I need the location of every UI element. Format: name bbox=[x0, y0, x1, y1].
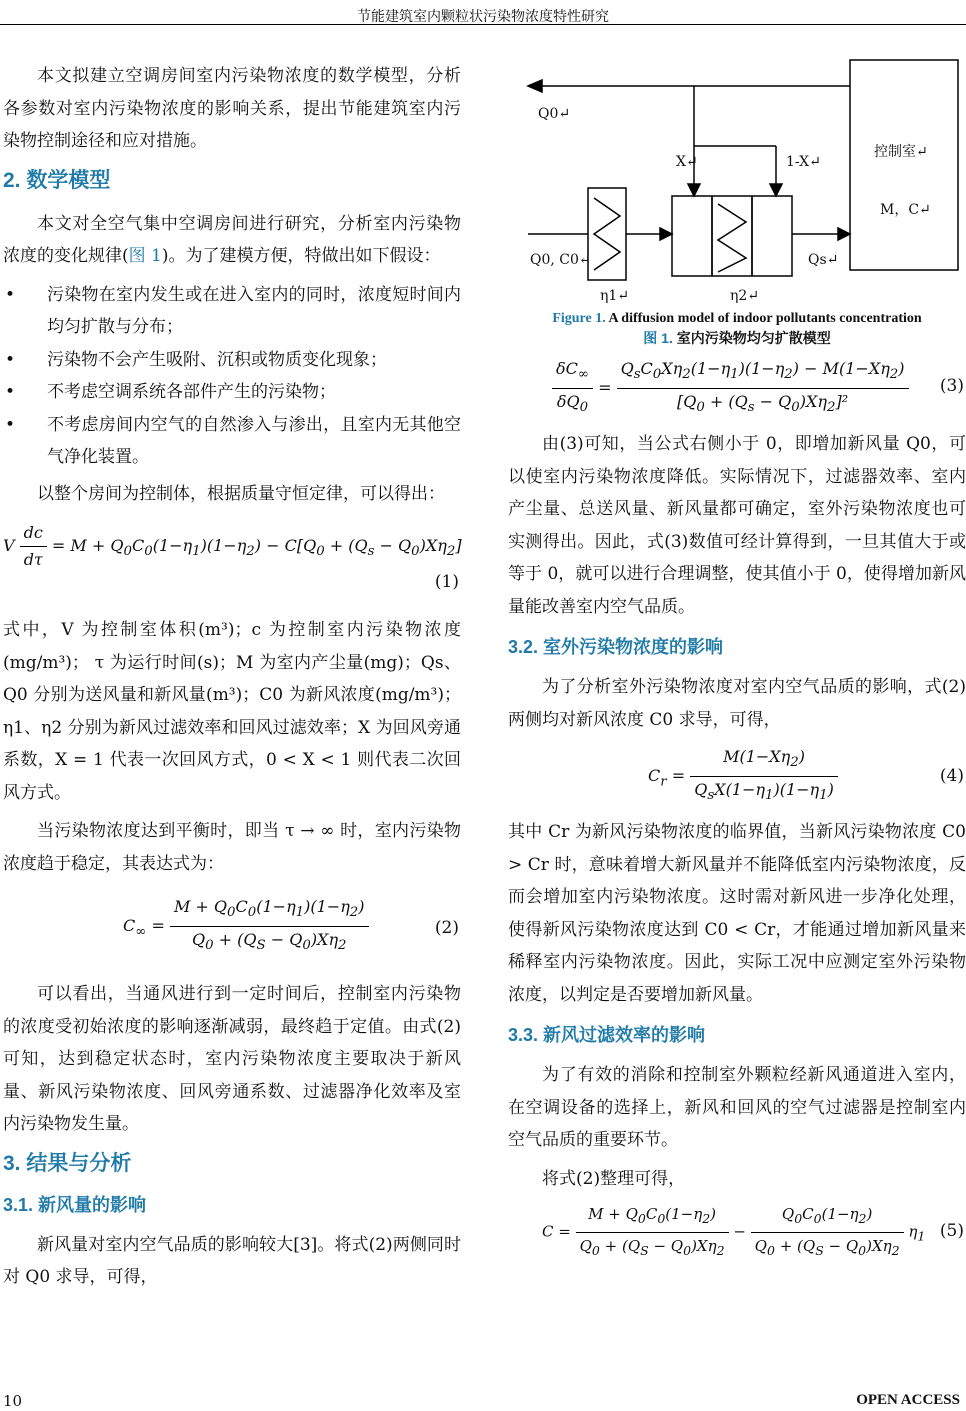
model-paragraph bbox=[3, 208, 461, 273]
figure-1-link[interactable]: 图 1 bbox=[128, 246, 162, 266]
x-label: X↵ bbox=[676, 154, 698, 170]
figure-caption-en bbox=[508, 310, 966, 328]
section-2-heading: 2. 数学模型 bbox=[3, 168, 111, 192]
critical-concentration-paragraph: 其中 Cr 为新风污染物浓度的临界值，当新风污染物浓度 C0 > Cr 时，意味着增大新风量并不能降低室内污染物浓度，反而会增加室内污染物浓度。这时需对新风进一步净化处理，使得新风污染物浓度达到 C0 < Cr，才能通过增加新风量来稀释室内污染物浓度。因此，实际工况中应测定室外污染物浓度，以判定是否要增加新风量。 bbox=[508, 822, 966, 1005]
equation-2: $C_\infty$ = $\frac{M + Q_0C_0(1-\eta_1)(1-\eta_2)}{Q_0 + (Q_S - Q_0)X\eta_2}$ (2) bbox=[3, 886, 461, 974]
qs-label: Qs↵ bbox=[808, 252, 839, 268]
q0-top-label: Q0↵ bbox=[538, 106, 571, 122]
assumption-item: • 污染物在室内发生或在进入室内的同时，浓度短时间内均匀扩散与分布； bbox=[3, 279, 461, 344]
control-room-label: 控制室↵ bbox=[874, 144, 928, 160]
equation-4: $C_r$ = $M(1-X\eta_2)$ $Q_sX(1-\eta_1)(1-\eta_1)$ (4) bbox=[508, 742, 966, 812]
running-header: 节能建筑室内颗粒状污染物浓度特性研究 bbox=[357, 9, 609, 25]
left-column bbox=[3, 60, 461, 1300]
equation-3-number: (3) bbox=[939, 376, 964, 396]
equation-4-number: (4) bbox=[939, 766, 964, 786]
control-room-box bbox=[850, 60, 958, 270]
assumption-list bbox=[3, 279, 461, 474]
fresh-air-paragraph: 新风量对室内空气品质的影响较大[3]。将式(2)两侧同时对 Q0 求导，可得， bbox=[3, 1234, 461, 1287]
caption-en-text: A diffusion model of indoor pollutants concentration bbox=[608, 311, 922, 326]
caption-en-label: Figure 1. bbox=[552, 311, 606, 326]
eta1-label: η1↵ bbox=[600, 288, 630, 304]
eta2-label: η2↵ bbox=[730, 288, 760, 304]
filter-paragraph: 为了有效的消除和控制室外颗粒经新风通道进入室内，在空调设备的选择上，新风和回风的空气过滤器是控制室内空气品质的重要环节。 bbox=[508, 1065, 966, 1150]
figure-1-diagram bbox=[508, 38, 966, 308]
eq3-discussion: 由(3)可知，当公式右侧小于 0，即增加新风量 Q0，可以使室内污染物浓度降低。实际情况下，过滤器效率、室内产尘量、总送风量、新风量都可确定，室外污染物浓度也可实测得出。因此，式(3)数值可经计算得到，一旦其值大于或等于 0，就可以进行合理调整，使其值小于 0，使得增加新风量能改善室内空气品质。 bbox=[508, 434, 966, 617]
assumption-item: • 污染物不会产生吸附、沉积或物质变化现象； bbox=[3, 344, 461, 377]
one-minus-x-label: 1-X↵ bbox=[786, 154, 821, 170]
caption-cn-label: 图 1. bbox=[643, 330, 673, 346]
equation-1: V $\frac{dc}{d\tau}$ = $M + Q_0C_0(1-\eta_1)(1-\eta_2) - C[Q_0 + (Q_s - Q_0)X\eta_2]$ (1) bbox=[3, 516, 461, 610]
model-text-b: )。为了建模方便，特做出如下假设： bbox=[161, 246, 441, 266]
symbol-definitions: 式中，V 为控制室体积(m³)；c 为控制室内污染物浓度(mg/m³)； τ 为运行时间(s)；M 为室内产尘量(mg)；Qs、Q0 分别为送风量和新风量(m³)；C0 为新风浓度(mg/m³)；η1、η2 分别为新风过滤效率和回风过滤效率；X 为回风旁通系数，X = 1 代表一次回风方式，0 < X < 1 则代表二次回风方式。 bbox=[3, 620, 461, 803]
equation-1-number: (1) bbox=[434, 572, 459, 592]
diffusion-model-svg bbox=[508, 38, 966, 308]
intro-paragraph: 本文拟建立空调房间室内污染物浓度的数学模型，分析各参数对室内污染物浓度的影响关系，提出节能建筑室内污染物控制途径和应对措施。 bbox=[3, 66, 461, 151]
exhaust-arrow bbox=[528, 80, 542, 92]
equation-5-number: (5) bbox=[939, 1221, 964, 1241]
rearrange-paragraph: 将式(2)整理可得， bbox=[542, 1168, 686, 1189]
assumption-item: • 不考虑空调系统各部件产生的污染物； bbox=[3, 376, 461, 409]
caption-cn-text: 室内污染物均匀扩散模型 bbox=[676, 330, 831, 346]
mass-balance-paragraph: 以整个房间为控制体，根据质量守恒定律，可以得出： bbox=[37, 483, 445, 504]
section-3-3-heading: 3.3. 新风过滤效率的影响 bbox=[508, 1025, 706, 1045]
outdoor-paragraph: 为了分析室外污染物浓度对室内空气品质的影响，式(2)两侧均对新风浓度 C0 求导，可得， bbox=[508, 677, 966, 730]
equilibrium-paragraph: 当污染物浓度达到平衡时，即当 τ → ∞ 时，室内污染物浓度趋于稳定，其表达式为： bbox=[3, 821, 461, 874]
figure-caption-cn bbox=[508, 328, 966, 348]
right-column bbox=[508, 38, 966, 1269]
section-3-1-heading: 3.1. 新风量的影响 bbox=[3, 1194, 147, 1215]
section-3-heading: 3. 结果与分析 bbox=[3, 1151, 132, 1175]
header-rule bbox=[0, 24, 966, 25]
steady-state-paragraph: 可以看出，当通风进行到一定时间后，控制室内污染物的浓度受初始浓度的影响逐渐减弱，最终趋于定值。由式(2)可知，达到稳定状态时，室内污染物浓度主要取决于新风量、新风污染物浓度、回风旁通系数、过滤器净化效率及室内污染物发生量。 bbox=[3, 984, 461, 1134]
return-air-filter bbox=[712, 196, 752, 276]
open-access-label: OPEN ACCESS bbox=[856, 1392, 960, 1408]
equation-3: $\frac{\delta C_\infty}{\delta Q_0}$ = $Q_sC_0X\eta_2(1-\eta_1)(1-\eta_2) - M(1-X\eta_2)$ $[Q_0 + (Q_s - Q_0)X\eta_2]^2$ (3) bbox=[508, 356, 966, 424]
q0c0-label: Q0, C0↵ bbox=[530, 252, 591, 268]
model-text-a: 本文对全空气集中空调房间进行研究，分析室内污染物浓度的变化规律( bbox=[3, 213, 461, 266]
equation-2-number: (2) bbox=[434, 918, 459, 938]
section-3-2-heading: 3.2. 室外污染物浓度的影响 bbox=[508, 637, 724, 657]
page-number: 10 bbox=[3, 1392, 23, 1410]
equation-5: C = $\frac{M + Q_0C_0(1-\eta_2)}{Q_0 + (Q_S - Q_0)X\eta_2}$ − $\frac{Q_0C_0(1-\eta_2)}{Q_0 + (Q_S - Q_0)X\eta_2}$ $\eta_1$ (5) bbox=[508, 1201, 966, 1265]
mc-label: M，C↵ bbox=[880, 202, 931, 218]
assumption-item: • 不考虑房间内空气的自然渗入与渗出，且室内无其他空气净化装置。 bbox=[3, 409, 461, 474]
